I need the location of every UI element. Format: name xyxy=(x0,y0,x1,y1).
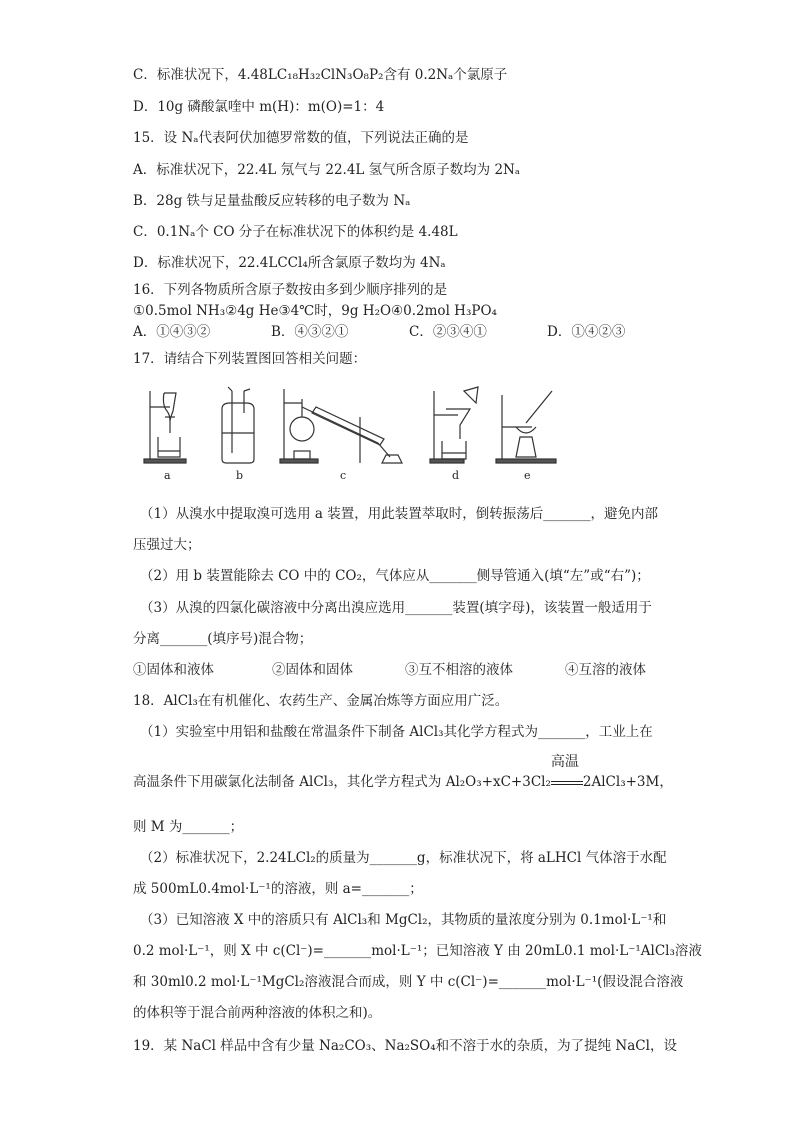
figure-label-c: c xyxy=(340,469,347,482)
figure-label-e: e xyxy=(524,469,531,482)
q15-option-b: B．28g 铁与足量盐酸反应转移的电子数为 Nₐ xyxy=(133,193,411,209)
q15-option-c: C．0.1Nₐ个 CO 分子在标准状况下的体积约是 4.48L xyxy=(133,224,458,240)
figure-label-b: b xyxy=(236,469,244,482)
q16-option: C．②③④① xyxy=(409,324,487,340)
figure-labels xyxy=(140,467,580,485)
q16-option: B．④③②① xyxy=(271,324,349,340)
q18-part1-line1: （1）实验室中用铝和盐酸在常温条件下制备 AlCl₃其化学方程式为_______，工业上在 xyxy=(140,724,653,740)
q16-items: ①0.5mol NH₃②4g He③4℃时，9g H₂O④0.2mol H₃PO₄ xyxy=(133,303,497,319)
q18-part3-line3: 和 30ml0.2 mol·L⁻¹MgCl₂溶液混合而成，则 Y 中 c(Cl⁻)=_______mol·L⁻¹(假设混合溶液 xyxy=(133,974,684,990)
q15-stem: 15．设 Nₐ代表阿伏加德罗常数的值，下列说法正确的是 xyxy=(133,130,469,146)
q18-part3-line4: 的体积等于混合前两种溶液的体积之和)。 xyxy=(133,1005,382,1021)
q16-option: A．①④③② xyxy=(133,324,211,340)
q17-part2: （2）用 b 装置能除去 CO 中的 CO₂，气体应从_______侧导管通入(填“左”或“右”)； xyxy=(140,568,650,584)
q18-part1-line3: 则 M 为_______； xyxy=(133,819,244,835)
figure-label-d: d xyxy=(452,469,460,482)
q17-option: ①固体和液体 xyxy=(133,662,214,678)
q16-option: D．①④②③ xyxy=(547,324,626,340)
q17-part1-line1: （1）从溴水中提取溴可选用 a 装置，用此装置萃取时，倒转振荡后_______，避免内部 xyxy=(140,506,658,522)
figure-label-a: a xyxy=(164,469,171,482)
q18-part1-line2 xyxy=(133,754,673,792)
apparatus-figure xyxy=(140,385,580,485)
q17-option: ②固体和固体 xyxy=(272,662,353,678)
reaction-arrow xyxy=(550,754,583,792)
q18-equation-left: 高温条件下用碳氯化法制备 AlCl₃，其化学方程式为 Al₂O₃+xC+3Cl₂ xyxy=(133,774,551,790)
q14-option-d: D．10g 磷酸氯喹中 m(H)：m(O)=1：4 xyxy=(133,99,385,115)
q16-stem: 16．下列各物质所含原子数按由多到少顺序排列的是 xyxy=(133,282,448,298)
q18-equation-right: 2AlCl₃+3M， xyxy=(582,774,673,790)
q17-option: ③互不相溶的液体 xyxy=(405,662,513,678)
q17-part3-line1: （3）从溴的四氯化碳溶液中分离出溴应选用_______装置(填字母)，该装置一般适用于 xyxy=(140,600,652,616)
reaction-condition: 高温 xyxy=(550,754,579,770)
q14-option-c: C．标准状况下，4.48LC₁₈H₃₂ClN₃O₈P₂含有 0.2Nₐ个氯原子 xyxy=(133,67,508,83)
q19-stem: 19．某 NaCl 样品中含有少量 Na₂CO₃、Na₂SO₄和不溶于水的杂质，为了提纯 NaCl，设 xyxy=(133,1038,677,1054)
q17-part1-line2: 压强过大； xyxy=(133,537,201,553)
q17-option: ④互溶的液体 xyxy=(565,662,646,678)
q18-part3-line2: 0.2 mol·L⁻¹，则 X 中 c(Cl⁻)=_______mol·L⁻¹；已知溶液 Y 由 20mL0.1 mol·L⁻¹AlCl₃溶液 xyxy=(133,943,702,959)
apparatus-drawing xyxy=(140,385,580,467)
q17-options xyxy=(133,660,653,680)
q16-options xyxy=(133,322,633,342)
q18-part2-line1: （2）标准状况下，2.24LCl₂的质量为_______g，标准状况下，将 aLHCl 气体溶于水配 xyxy=(140,850,667,866)
q18-stem: 18．AlCl₃在有机催化、农药生产、金属冶炼等方面应用广泛。 xyxy=(133,693,509,709)
q17-part3-line2: 分离_______(填序号)混合物； xyxy=(133,631,313,647)
q17-stem: 17．请结合下列装置图回答相关问题： xyxy=(133,351,367,367)
q15-option-a: A．标准状况下，22.4L 氖气与 22.4L 氢气所含原子数均为 2Nₐ xyxy=(133,162,521,178)
q18-part3-line1: （3）已知溶液 X 中的溶质只有 AlCl₃和 MgCl₂，其物质的量浓度分别为 0.1mol·L⁻¹和 xyxy=(140,912,667,928)
q15-option-d: D．标准状况下，22.4LCCl₄所含氯原子数均为 4Nₐ xyxy=(133,255,446,271)
q18-part2-line2: 成 500mL0.4mol·L⁻¹的溶液，则 a=_______； xyxy=(133,881,423,897)
